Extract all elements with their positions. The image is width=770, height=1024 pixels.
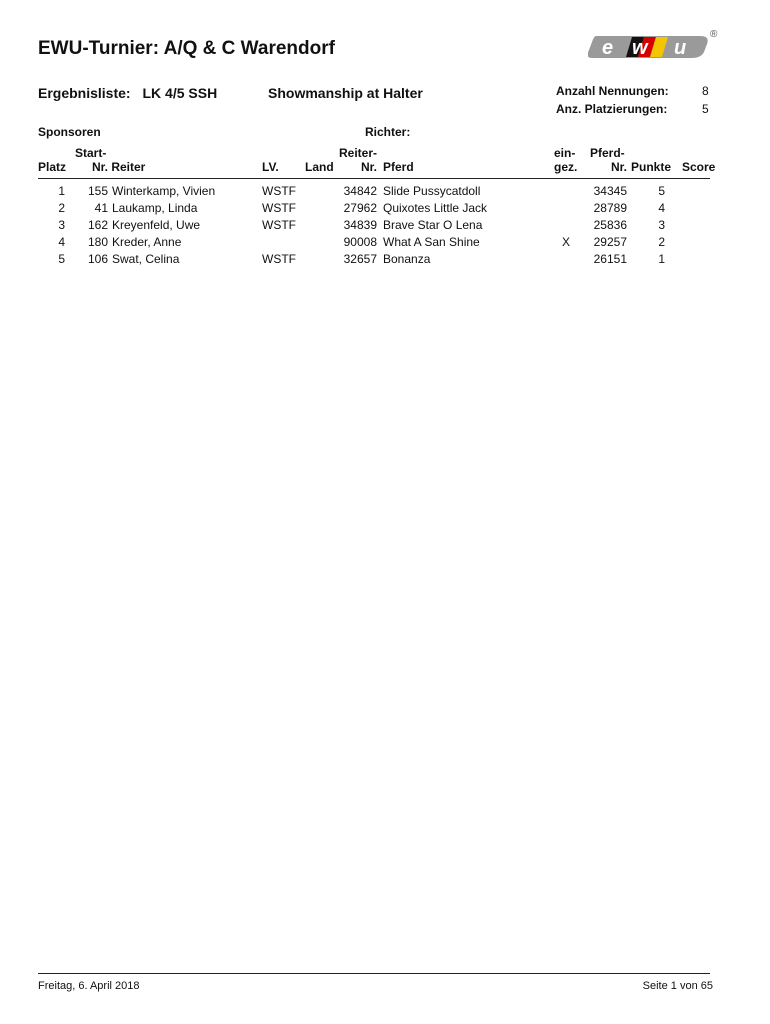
col-pferd-nr: Nr. [610,160,627,174]
cell-reiter: Laukamp, Linda [112,201,198,215]
col-punkte: Punkte [631,160,672,174]
cell-punkte: 2 [658,235,665,249]
cell-platz: 1 [58,184,65,198]
cell-punkte: 5 [658,184,665,198]
cell-pferd-nr: 34345 [593,184,627,198]
cell-start-nr: 155 [87,184,108,198]
col-eingez: gez. [554,160,578,174]
cell-reiter-nr: 27962 [343,201,377,215]
cell-reiter: Kreyenfeld, Uwe [112,218,201,232]
cell-platz: 5 [58,252,65,266]
footer-divider [38,973,710,974]
cell-pferd: Quixotes Little Jack [383,201,488,215]
col-land: Land [305,160,334,174]
cell-platz: 4 [58,235,65,249]
richter-label: Richter: [365,125,411,139]
col-lv: LV. [262,160,279,174]
ergebnisliste-label: Ergebnisliste: [38,85,131,101]
col-reiter-nr: Nr. [360,160,377,174]
cell-pferd: Brave Star O Lena [383,218,483,232]
cell-eingez: X [562,235,571,249]
col-start-top: Start- [75,146,107,160]
col-pferd: Pferd [383,160,414,174]
cell-reiter-nr: 32657 [343,252,377,266]
header-divider [38,178,710,179]
footer-date: Freitag, 6. April 2018 [38,980,140,992]
cell-reiter-nr: 34839 [343,218,377,232]
registered-mark: ® [710,29,718,40]
cell-pferd-nr: 25836 [593,218,627,232]
page-title: EWU-Turnier: A/Q & C Warendorf [38,38,335,59]
cell-lv: WSTF [262,201,296,215]
ewu-logo [588,30,720,62]
cell-pferd: What A San Shine [383,235,480,249]
cell-reiter: Kreder, Anne [112,235,182,249]
cell-punkte: 1 [658,252,665,266]
cell-reiter-nr: 34842 [343,184,377,198]
cell-start-nr: 106 [87,252,108,266]
cell-start-nr: 180 [87,235,108,249]
sponsoren-label: Sponsoren [38,125,101,139]
cell-platz: 2 [58,201,65,215]
anzahl-nennungen-value: 8 [702,84,709,98]
col-eingez-top: ein- [554,146,576,160]
logo-letter-u: u [674,37,687,59]
cell-punkte: 4 [658,201,665,215]
cell-pferd-nr: 26151 [593,252,627,266]
logo-letter-w: w [632,37,648,59]
logo-letter-e: e [602,37,614,59]
cell-start-nr: 162 [87,218,108,232]
cell-lv: WSTF [262,218,296,232]
cell-pferd: Bonanza [383,252,431,266]
col-start-reiter: Nr. Reiter [92,160,146,174]
class-name: Showmanship at Halter [268,85,423,101]
col-reiter-top: Reiter- [338,146,377,160]
col-platz: Platz [38,160,67,174]
anz-platzierungen-value: 5 [702,102,709,116]
cell-pferd: Slide Pussycatdoll [383,184,481,198]
anzahl-nennungen-label: Anzahl Nennungen: [556,84,669,98]
cell-reiter: Winterkamp, Vivien [112,184,216,198]
cell-lv: WSTF [262,252,296,266]
cell-pferd-nr: 28789 [593,201,627,215]
ergebnisliste [38,85,217,101]
cell-platz: 3 [58,218,65,232]
cell-punkte: 3 [658,218,665,232]
footer-page: Seite 1 von 65 [642,980,713,992]
cell-reiter: Swat, Celina [112,252,180,266]
cell-lv: WSTF [262,184,296,198]
anz-platzierungen-label: Anz. Platzierungen: [556,102,668,116]
cell-start-nr: 41 [94,201,108,215]
cell-reiter-nr: 90008 [343,235,377,249]
col-pferd-nr-top: Pferd- [590,146,625,160]
class-code: LK 4/5 SSH [142,85,218,101]
col-score: Score [682,160,716,174]
cell-pferd-nr: 29257 [593,235,627,249]
